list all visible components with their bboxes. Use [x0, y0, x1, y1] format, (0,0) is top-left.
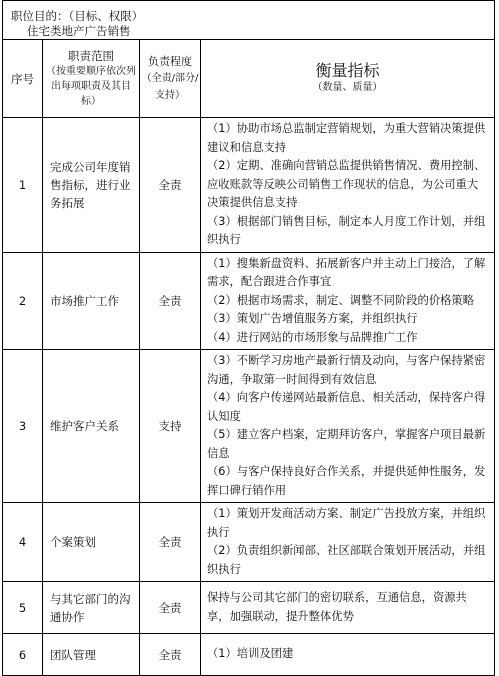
- measure-item: （4）向客户传递网站最新信息、相关活动，保持客户得认知度: [207, 391, 486, 423]
- header-scope-title: 职责范围: [68, 48, 114, 63]
- header-measure-note: （数量、质量）: [312, 81, 383, 93]
- row-measures: [201, 350, 495, 503]
- measure-item: （4）进行网站的市场形象与品牌推广工作: [207, 330, 418, 344]
- row-responsibility: 全责: [140, 252, 201, 350]
- row-scope: 与其它部门的沟通协作: [43, 582, 140, 634]
- purpose-label: 职位目的：（目标、权限）: [11, 9, 144, 23]
- row-responsibility: 全责: [140, 582, 201, 634]
- measure-item: （2）定期、准确向营销总监提供销售情况、费用控制、应收账款等反映公司销售工作现状的信息，为公司重大决策提供信息支持: [207, 159, 486, 209]
- measure-item: （1）搜集新盘资料、拓展新客户并主动上门接洽，了解需求，配合跟进合作事宜: [207, 256, 486, 288]
- measure-item: （1）培训及团建: [207, 647, 294, 661]
- table-row: [3, 582, 495, 634]
- measure-item: （1）策划开发商活动方案、制定广告投放方案，并组织执行: [207, 507, 486, 539]
- measure-item: （6）与客户保持良好合作关系，并提供延伸性服务，发挥口碑行销作用: [207, 465, 486, 497]
- measure-item: 保持与公司其它部门的密切联系，互通信息，资源共享，加强联动，提升整体优势: [207, 591, 467, 623]
- job-description-document: [2, 0, 495, 676]
- row-responsibility: 全责: [140, 503, 201, 582]
- measure-item: （3）策划广告增值服务方案，并组织执行: [207, 312, 418, 325]
- header-resp-title: 负责程度: [148, 55, 192, 68]
- row-scope: 市场推广工作: [43, 252, 140, 350]
- header-measure-title: 衡量指标: [315, 60, 380, 80]
- row-scope: 维护客户关系: [43, 350, 140, 503]
- row-responsibility: 支持: [140, 350, 201, 503]
- row-measures: [201, 582, 495, 634]
- responsibility-table: [2, 39, 495, 676]
- row-index: 4: [3, 503, 43, 582]
- measure-item: （3）根据部门销售目标，制定本人月度工作计划，并组织执行: [207, 214, 486, 246]
- row-index: 6: [3, 634, 43, 676]
- table-header-row: [3, 40, 495, 118]
- measure-item: （2）负责组织新闻部、社区部联合策划开展活动，并组织执行: [207, 544, 486, 576]
- header-measure: [201, 40, 495, 118]
- header-resp-note: （全责/部分/支持）: [141, 73, 199, 101]
- row-measures: [201, 118, 495, 253]
- row-index: 1: [3, 118, 43, 253]
- footer-note: [2, 634, 497, 641]
- table-row: [3, 252, 495, 350]
- row-responsibility: 全责: [140, 118, 201, 253]
- measure-item: （2）根据市场需求，制定、调整不同阶段的价格策略: [207, 293, 475, 307]
- measure-item: （1）协助市场总监制定营销规划，为重大营销决策提供建议和信息支持: [207, 122, 486, 154]
- row-scope: 个案策划: [43, 503, 140, 582]
- purpose-value: 住宅类地产广告销售: [27, 24, 131, 38]
- row-index: 5: [3, 582, 43, 634]
- header-index: 序号: [3, 40, 43, 118]
- row-scope: 团队管理: [43, 634, 140, 676]
- row-index: 3: [3, 350, 43, 503]
- header-scope: [43, 40, 140, 118]
- header-responsibility: [140, 40, 201, 118]
- purpose-header: [2, 0, 495, 39]
- header-scope-note: （按重要顺序依次列出每项职责及其目标）: [46, 65, 136, 107]
- row-index: 2: [3, 252, 43, 350]
- row-measures: [201, 252, 495, 350]
- table-row: [3, 118, 495, 253]
- row-responsibility: 全责: [140, 634, 201, 676]
- measure-item: （3）不断学习房地产最新行情及动向，与客户保持紧密沟通，争取第一时间得到有效信息: [207, 354, 486, 386]
- measure-item: （5）建立客户档案，定期拜访客户，掌握客户项目最新信息: [207, 428, 486, 460]
- row-measures: [201, 503, 495, 582]
- row-scope: 完成公司年度销售指标，进行业务拓展: [43, 118, 140, 253]
- table-row: [3, 350, 495, 503]
- table-row: [3, 503, 495, 582]
